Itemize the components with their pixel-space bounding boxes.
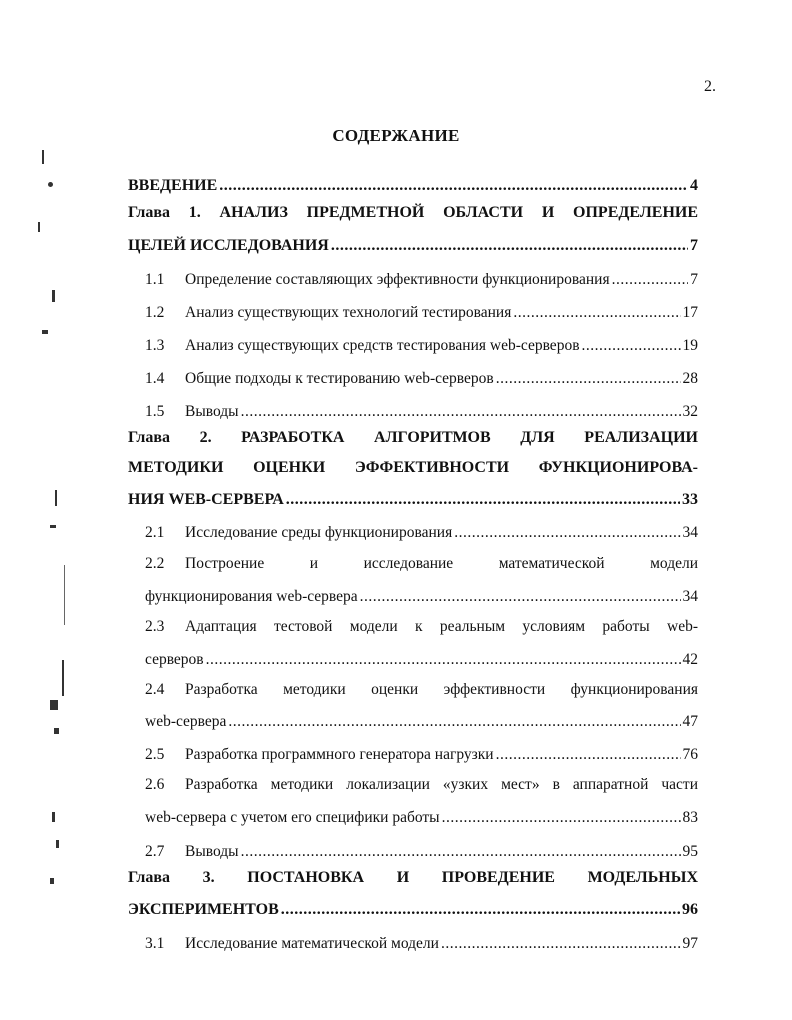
toc-page-number: 34 bbox=[682, 588, 698, 605]
leader-dots bbox=[513, 303, 680, 323]
section-number: 1.4 bbox=[145, 370, 165, 387]
leader-dots bbox=[219, 176, 688, 196]
toc-page-number: 28 bbox=[682, 370, 698, 387]
toc-entry-2-2-line1[interactable] bbox=[145, 553, 698, 577]
section-title-continued: web-сервера с учетом его специфики работы bbox=[145, 809, 440, 826]
chapter-2-heading-line1[interactable]: Глава 2. РАЗРАБОТКА АЛГОРИТМОВ ДЛЯ РЕАЛИЗАЦИИ bbox=[128, 429, 698, 446]
section-title: Разработка программного генератора нагрузки bbox=[185, 746, 494, 763]
toc-page-number: 32 bbox=[682, 403, 698, 420]
section-title-continued: web-сервера bbox=[145, 713, 227, 730]
leader-dots bbox=[228, 712, 680, 732]
section-number: 2.7 bbox=[145, 843, 165, 860]
leader-dots bbox=[612, 270, 689, 290]
leader-dots bbox=[496, 745, 681, 765]
section-number: 2.3 bbox=[145, 618, 165, 635]
chapter-1-heading-line2: ЦЕЛЕЙ ИССЛЕДОВАНИЯ bbox=[128, 237, 329, 254]
toc-entry-2-1[interactable] bbox=[145, 519, 698, 543]
section-number: 2.6 bbox=[145, 776, 165, 793]
toc-entry-intro[interactable] bbox=[128, 172, 698, 196]
toc-entry-2-7[interactable] bbox=[145, 838, 698, 862]
chapter-3-heading-line1[interactable]: Глава 3. ПОСТАНОВКА И ПРОВЕДЕНИЕ МОДЕЛЬНЫХ bbox=[128, 869, 698, 886]
section-number: 1.2 bbox=[145, 304, 165, 321]
leader-dots bbox=[286, 490, 680, 510]
toc-entry-1-1[interactable] bbox=[145, 266, 698, 290]
toc-entry-chapter-1[interactable] bbox=[128, 232, 698, 256]
page-number: 2. bbox=[704, 78, 716, 95]
section-title: Разработка методики локализации «узких мест» в аппаратной части bbox=[185, 776, 698, 793]
section-number: 2.2 bbox=[145, 555, 165, 572]
toc-entry-1-3[interactable] bbox=[145, 332, 698, 356]
chapter-2-heading-line3: НИЯ WEB-СЕРВЕРА bbox=[128, 491, 284, 508]
scan-margin-artifacts bbox=[30, 0, 90, 1020]
toc-page-number: 42 bbox=[682, 651, 698, 668]
toc-title: СОДЕРЖАНИЕ bbox=[332, 126, 460, 145]
toc-entry-2-3-line1[interactable] bbox=[145, 616, 698, 640]
toc-entry-chapter-3[interactable] bbox=[128, 896, 698, 920]
toc-page-number: 7 bbox=[690, 237, 698, 254]
chapter-1-heading-line1[interactable]: Глава 1. АНАЛИЗ ПРЕДМЕТНОЙ ОБЛАСТИ И ОПРЕДЕЛЕНИЕ bbox=[128, 204, 698, 221]
toc-page-number: 97 bbox=[682, 935, 698, 952]
leader-dots bbox=[281, 900, 680, 920]
section-title: Исследование среды функционирования bbox=[185, 524, 453, 541]
toc-page-number: 47 bbox=[682, 713, 698, 730]
section-title: Определение составляющих эффективности функционирования bbox=[185, 271, 610, 288]
section-title: Разработка методики оценки эффективности функционирования bbox=[185, 681, 698, 698]
leader-dots bbox=[454, 523, 680, 543]
section-title: Общие подходы к тестированию web-серверов bbox=[185, 370, 494, 387]
toc-page-number: 96 bbox=[682, 901, 698, 918]
toc-entry-2-6-line1[interactable] bbox=[145, 774, 698, 798]
section-title: Выводы bbox=[185, 403, 239, 420]
leader-dots bbox=[582, 336, 681, 356]
section-title: Анализ существующих технологий тестирования bbox=[185, 304, 512, 321]
toc-page-number: 76 bbox=[682, 746, 698, 763]
leader-dots bbox=[241, 842, 681, 862]
toc-page-number: 7 bbox=[690, 271, 698, 288]
toc-entry-2-2[interactable] bbox=[145, 583, 698, 607]
leader-dots bbox=[331, 236, 688, 256]
toc-page-number: 4 bbox=[690, 177, 698, 194]
leader-dots bbox=[441, 934, 681, 954]
section-title: Исследование математической модели bbox=[185, 935, 439, 952]
toc-entry-1-5[interactable] bbox=[145, 398, 698, 422]
toc-page-number: 95 bbox=[682, 843, 698, 860]
toc-entry-2-3[interactable] bbox=[145, 646, 698, 670]
toc-entry-1-2[interactable] bbox=[145, 299, 698, 323]
section-number: 1.1 bbox=[145, 271, 165, 288]
leader-dots bbox=[360, 587, 681, 607]
toc-entry-2-5[interactable] bbox=[145, 741, 698, 765]
section-number: 1.5 bbox=[145, 403, 165, 420]
leader-dots bbox=[241, 402, 681, 422]
toc-entry-2-6[interactable] bbox=[145, 804, 698, 828]
leader-dots bbox=[496, 369, 681, 389]
toc-entry-label: ВВЕДЕНИЕ bbox=[128, 177, 218, 194]
toc-entry-2-4[interactable] bbox=[145, 708, 698, 732]
section-number: 2.1 bbox=[145, 524, 165, 541]
section-number: 2.5 bbox=[145, 746, 165, 763]
section-title: Построение и исследование математической модели bbox=[185, 555, 698, 572]
toc-page-number: 19 bbox=[682, 337, 698, 354]
section-number: 3.1 bbox=[145, 935, 165, 952]
toc-entry-2-4-line1[interactable] bbox=[145, 679, 698, 703]
section-title: Выводы bbox=[185, 843, 239, 860]
section-title-continued: серверов bbox=[145, 651, 204, 668]
toc-entry-1-4[interactable] bbox=[145, 365, 698, 389]
leader-dots bbox=[442, 808, 681, 828]
section-number: 1.3 bbox=[145, 337, 165, 354]
toc-page-number: 17 bbox=[682, 304, 698, 321]
chapter-3-heading-line2: ЭКСПЕРИМЕНТОВ bbox=[128, 901, 279, 918]
chapter-2-heading-line2[interactable]: МЕТОДИКИ ОЦЕНКИ ЭФФЕКТИВНОСТИ ФУНКЦИОНИРОВА- bbox=[128, 459, 698, 476]
section-title: Адаптация тестовой модели к реальным условиям работы web- bbox=[185, 618, 698, 635]
section-title: Анализ существующих средств тестирования web-серверов bbox=[185, 337, 580, 354]
toc-page-number: 34 bbox=[682, 524, 698, 541]
leader-dots bbox=[206, 650, 681, 670]
toc-page-number: 83 bbox=[682, 809, 698, 826]
toc-entry-3-1[interactable] bbox=[145, 930, 698, 954]
toc-page-number: 33 bbox=[682, 491, 698, 508]
toc-entry-chapter-2[interactable] bbox=[128, 486, 698, 510]
section-number: 2.4 bbox=[145, 681, 165, 698]
section-title-continued: функционирования web-сервера bbox=[145, 588, 358, 605]
